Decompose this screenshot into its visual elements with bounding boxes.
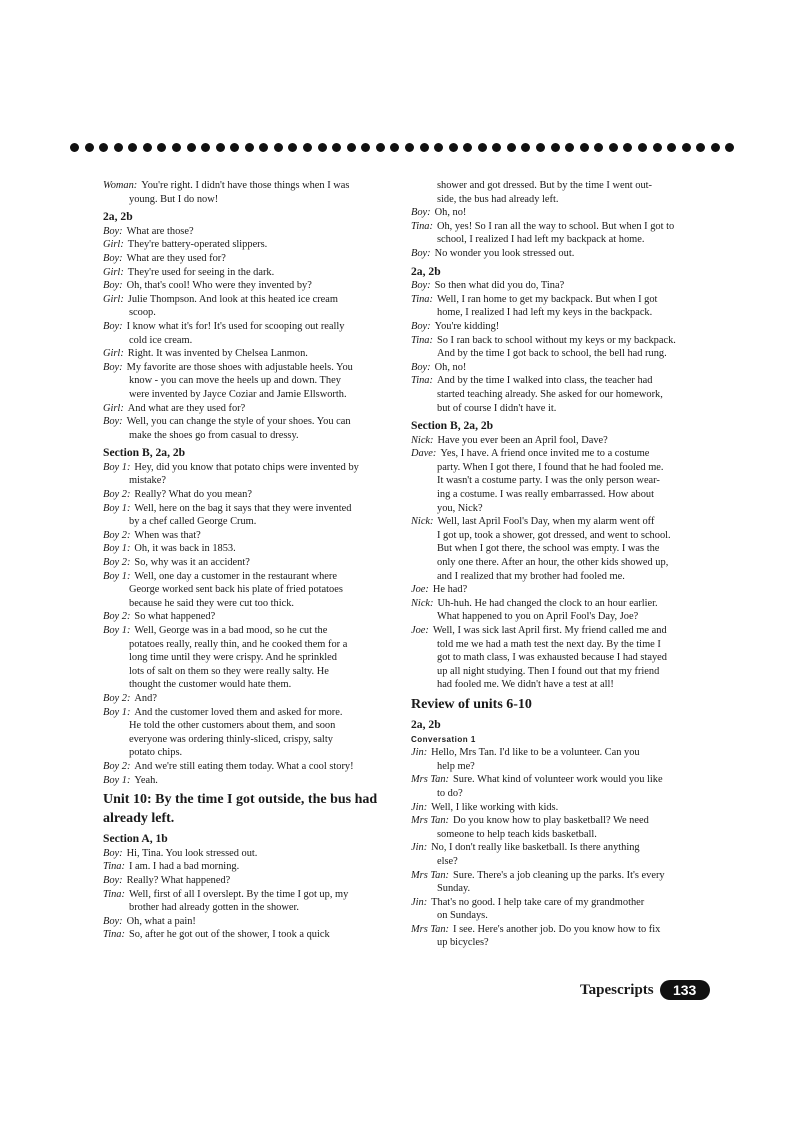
dialogue-line (103, 847, 400, 861)
right-column (411, 179, 711, 950)
dialogue-text: Well, you can change the style of your shoes. You can (126, 416, 351, 428)
dialogue-line (411, 746, 711, 760)
rule-dot (420, 143, 429, 152)
dialogue-continuation: He told the other customers about them, and soon (129, 720, 336, 732)
dialogue-text: Sure. What kind of volunteer work would you like (453, 774, 663, 786)
dialogue-text: They're battery-operated slippers. (127, 239, 268, 251)
dialogue-text: Really? What happened? (126, 874, 231, 886)
speaker-label: Tina: (103, 888, 125, 900)
dialogue-text: So what happened? (134, 611, 216, 623)
conversation-label: Conversation 1 (411, 734, 476, 744)
speaker-label: Mrs Tan: (411, 774, 450, 786)
dialogue-text: Well, I was sick last April first. My friend called me and (432, 625, 667, 636)
dialogue-line (411, 583, 711, 597)
dialogue-line (411, 773, 711, 787)
dialogue-line (411, 624, 711, 638)
rule-dot (667, 143, 676, 152)
speaker-label: Tina: (411, 334, 433, 346)
speaker-label: Boy: (411, 280, 431, 292)
rule-dot (638, 143, 647, 152)
speaker-label: Boy 2: (103, 692, 131, 704)
speaker-label: Mrs Tan: (411, 869, 450, 881)
speaker-label: Boy 2: (103, 529, 131, 541)
dialogue-continuation: ing a costume. I was really embarrassed. How about (437, 489, 654, 501)
rule-dot (216, 143, 225, 152)
rule-dot (376, 143, 385, 152)
dialogue-text: They're used for seeing in the dark. (127, 266, 275, 278)
dialogue-line (103, 415, 400, 429)
speaker-label: Boy: (103, 847, 123, 859)
dialogue-continuation: up all night studying. Then I found out that my friend (437, 665, 660, 677)
dialogue-line (103, 624, 400, 638)
rule-dot (390, 143, 399, 152)
dialogue-continuation: to do? (437, 787, 463, 799)
dialogue-continuation: everyone was ordering thinly-sliced, crispy, salty (129, 733, 333, 745)
speaker-label: Boy: (103, 915, 123, 927)
speaker-label: Boy: (103, 416, 123, 428)
dialogue-line (103, 347, 400, 361)
rule-dot (405, 143, 414, 152)
dialogue-text: Have you ever been an April fool, Dave? (437, 434, 608, 446)
dialogue-continuation: else? (437, 855, 458, 867)
dialogue-line (411, 247, 711, 261)
dialogue-block (411, 434, 711, 692)
review-heading: Review of units 6-10 (411, 696, 532, 712)
rule-dot (463, 143, 472, 152)
rule-dot (449, 143, 458, 152)
dialogue-continuation: I got up, took a shower, got dressed, and went to school. (437, 529, 671, 541)
dialogue-continuation: make the shoes go from casual to dressy. (129, 429, 299, 441)
dialogue-line (103, 928, 400, 942)
speaker-label: Woman: (103, 180, 138, 191)
rule-dot (274, 143, 283, 152)
rule-dot (245, 143, 254, 152)
dialogue-continuation: school, I realized I had left my backpack at home. (437, 234, 645, 246)
dialogue-text: What are those? (126, 225, 194, 237)
dialogue-line (103, 293, 400, 307)
dialogue-text: And by the time I walked into class, the teacher had (436, 375, 653, 387)
dialogue-continuation: by a chef called George Crum. (129, 516, 257, 528)
speaker-label: Jin: (411, 842, 428, 854)
speaker-label: Mrs Tan: (411, 923, 450, 935)
dialogue-text: You're kidding! (434, 320, 500, 332)
dialogue-continuation: shower and got dressed. But by the time I went out- (437, 180, 652, 191)
speaker-label: Boy 1: (103, 706, 131, 718)
dialogue-continuation: And by the time I got back to school, the bell had rung. (437, 348, 667, 360)
speaker-label: Joe: (411, 584, 429, 596)
dialogue-text: Oh, yes! So I ran all the way to school. But when I got to (436, 220, 675, 232)
dialogue-continuation: up bicycles? (437, 937, 489, 949)
dialogue-text: Oh, what a pain! (126, 915, 196, 927)
dialogue-line (103, 488, 400, 502)
rule-dot (201, 143, 210, 152)
dialogue-continuation: started teaching already. She asked for our homework, (437, 388, 663, 400)
dialogue-continuation: lots of salt on them so they were really salty. He (129, 665, 329, 677)
dialogue-text: So then what did you do, Tina? (434, 280, 565, 292)
dialogue-continuation: potato chips. (129, 747, 183, 759)
dialogue-line (103, 692, 400, 706)
dialogue-line (411, 597, 711, 611)
dialogue-line (411, 515, 711, 529)
dialogue-text: And we're still eating them today. What a cool story! (134, 760, 354, 772)
left-column (103, 179, 400, 942)
dialogue-block (103, 179, 400, 206)
dialogue-line (103, 610, 400, 624)
speaker-label: Boy 1: (103, 625, 131, 636)
rule-dot (594, 143, 603, 152)
dialogue-line (103, 225, 400, 239)
speaker-label: Nick: (411, 516, 434, 528)
dialogue-continuation: George worked sent back his plate of fried potatoes (129, 584, 343, 596)
dialogue-text: Hello, Mrs Tan. I'd like to be a volunteer. Can you (431, 747, 640, 759)
dialogue-line (411, 361, 711, 375)
dialogue-line (103, 361, 400, 375)
speaker-label: Boy: (103, 280, 123, 292)
rule-dot (128, 143, 137, 152)
dotted-rule (70, 140, 735, 154)
rule-dot (259, 143, 268, 152)
dialogue-text: I am. I had a bad morning. (128, 861, 240, 873)
dialogue-line (411, 896, 711, 910)
dialogue-line (103, 179, 400, 193)
dialogue-text: Hey, did you know that potato chips were invented by (134, 461, 359, 473)
dialogue-line (103, 502, 400, 516)
rule-dot (507, 143, 516, 152)
dialogue-text: I see. Here's another job. Do you know how to fix (453, 923, 661, 935)
speaker-label: Boy 2: (103, 760, 131, 772)
dialogue-text: Well, I ran home to get my backpack. But when I got (436, 293, 658, 305)
speaker-label: Boy 1: (103, 543, 131, 555)
rule-dot (580, 143, 589, 152)
speaker-label: Boy: (411, 207, 431, 219)
dialogue-continuation: scoop. (129, 307, 156, 319)
dialogue-line (411, 374, 711, 388)
dialogue-text: Oh, it was back in 1853. (134, 543, 236, 555)
dialogue-line (103, 266, 400, 280)
dialogue-line (103, 760, 400, 774)
dialogue-continuation: were invented by Jayce Coziar and Jamie Ellsworth. (129, 388, 347, 400)
dialogue-line (411, 293, 711, 307)
speaker-label: Girl: (103, 348, 124, 360)
speaker-label: Nick: (411, 434, 434, 446)
speaker-label: Boy 1: (103, 774, 131, 786)
speaker-label: Tina: (411, 220, 433, 232)
dialogue-text: Really? What do you mean? (134, 489, 252, 501)
rule-dot (536, 143, 545, 152)
rule-dot (609, 143, 618, 152)
dialogue-line (411, 434, 711, 448)
speaker-label: Jin: (411, 747, 428, 759)
dialogue-continuation: on Sundays. (437, 910, 488, 922)
dialogue-block (411, 279, 711, 415)
dialogue-line (103, 542, 400, 556)
dialogue-line (103, 402, 400, 416)
rule-dot (361, 143, 370, 152)
speaker-label: Joe: (411, 625, 429, 636)
dialogue-continuation: What happened to you on April Fool's Day, Joe? (437, 611, 639, 623)
speaker-label: Mrs Tan: (411, 815, 450, 827)
dialogue-line (103, 706, 400, 720)
speaker-label: Boy 2: (103, 489, 131, 501)
speaker-label: Boy: (103, 225, 123, 237)
dialogue-continuation: only one there. After an hour, the other kids showed up, (437, 557, 669, 569)
dialogue-text: Oh, that's cool! Who were they invented by? (126, 280, 312, 292)
dialogue-line (411, 814, 711, 828)
dialogue-text: Right. It was invented by Chelsea Lanmon. (127, 348, 308, 360)
dialogue-text: That's no good. I help take care of my grandmother (431, 896, 645, 908)
dialogue-line (103, 529, 400, 543)
dialogue-continuation: cold ice cream. (129, 334, 193, 346)
rule-dot (565, 143, 574, 152)
speaker-label: Boy 1: (103, 570, 131, 582)
dialogue-block (411, 746, 711, 950)
dialogue-continuation: thought the customer would hate them. (129, 679, 292, 691)
speaker-label: Boy: (411, 361, 431, 373)
dialogue-text: Do you know how to play basketball? We need (453, 815, 649, 827)
rule-dot (143, 143, 152, 152)
dialogue-text: Well, here on the bag it says that they were invented (134, 502, 352, 514)
dialogue-line (103, 320, 400, 334)
dialogue-line (103, 888, 400, 902)
section-heading: Section B, 2a, 2b (103, 446, 186, 460)
speaker-label: Tina: (103, 929, 125, 941)
rule-dot (288, 143, 297, 152)
rule-dot (492, 143, 501, 152)
dialogue-text: Sure. There's a job cleaning up the parks. It's every (453, 869, 665, 881)
dialogue-continuation: home, I realized I had left my keys in the backpack. (437, 307, 653, 319)
dialogue-continuation: mistake? (129, 475, 166, 487)
dialogue-text: Uh-huh. He had changed the clock to an hour earlier. (437, 597, 658, 609)
dialogue-text: Yeah. (134, 774, 158, 786)
dialogue-line (411, 447, 711, 461)
dialogue-text: Well, one day a customer in the restaurant where (134, 570, 337, 582)
speaker-label: Girl: (103, 266, 124, 278)
rule-dot (99, 143, 108, 152)
dialogue-text: Well, George was in a bad mood, so he cut the (134, 625, 328, 636)
dialogue-line (103, 252, 400, 266)
dialogue-continuation: someone to help teach kids basketball. (437, 828, 597, 840)
dialogue-text: Oh, no! (434, 361, 467, 373)
dialogue-line (103, 570, 400, 584)
dialogue-continuation: because he said they were cut too thick. (129, 597, 295, 609)
dialogue-text: You're right. I didn't have those things when I was (141, 180, 350, 191)
rule-dot (653, 143, 662, 152)
speaker-label: Boy: (103, 320, 123, 332)
rule-dot (434, 143, 443, 152)
dialogue-text: And the customer loved them and asked for more. (134, 706, 343, 718)
speaker-label: Jin: (411, 896, 428, 908)
speaker-label: Boy: (103, 874, 123, 886)
rule-dot (623, 143, 632, 152)
dialogue-block (103, 847, 400, 942)
page-number-badge: 133 (660, 980, 710, 1000)
dialogue-text: So, why was it an accident? (134, 557, 250, 569)
speaker-label: Tina: (103, 861, 125, 873)
dialogue-line (411, 869, 711, 883)
dialogue-line (411, 923, 711, 937)
speaker-label: Boy 2: (103, 611, 131, 623)
dialogue-line (103, 556, 400, 570)
speaker-label: Girl: (103, 239, 124, 251)
dialogue-block (103, 225, 400, 443)
dialogue-line (411, 320, 711, 334)
dialogue-continuation: and I realized that my brother had fooled me. (437, 570, 625, 582)
dialogue-continuation: long time until they were crispy. And he sprinkled (129, 652, 337, 664)
rule-dot (521, 143, 530, 152)
dialogue-block (411, 179, 711, 261)
dialogue-continuation: potatoes really, really thin, and he cooked them for a (129, 638, 348, 650)
rule-dot (85, 143, 94, 152)
speaker-label: Boy: (411, 320, 431, 332)
rule-dot (332, 143, 341, 152)
speaker-label: Tina: (411, 375, 433, 387)
dialogue-text: Oh, no! (434, 207, 467, 219)
dialogue-block (103, 461, 400, 787)
dialogue-continuation: got to math class, I was exhausted because I had stayed (437, 652, 667, 664)
dialogue-text: Hi, Tina. You look stressed out. (126, 847, 258, 859)
dialogue-continuation: you, Nick? (437, 502, 483, 514)
section-heading: Section B, 2a, 2b (411, 419, 494, 433)
dialogue-text: I know what it's for! It's used for scooping out really (126, 320, 345, 332)
section-heading: 2a, 2b (411, 264, 441, 278)
rule-dot (682, 143, 691, 152)
dialogue-continuation: It wasn't a costume party. I was the only person wear- (437, 475, 660, 487)
dialogue-continuation: know - you can move the heels up and down. They (129, 375, 341, 387)
dialogue-line (411, 841, 711, 855)
rule-dot (230, 143, 239, 152)
rule-dot (725, 143, 734, 152)
dialogue-continuation: help me? (437, 760, 475, 772)
speaker-label: Boy 1: (103, 502, 131, 514)
dialogue-continuation: Sunday. (437, 883, 471, 895)
dialogue-text: Well, first of all I overslept. By the time I got up, my (128, 888, 349, 900)
speaker-label: Tina: (411, 293, 433, 305)
unit-heading: Unit 10: By the time I got outside, the bus had already left. (103, 792, 378, 827)
section-heading: Section A, 1b (103, 832, 168, 846)
dialogue-continuation: But when I got there, the school was empty. I was the (437, 543, 660, 555)
speaker-label: Boy: (103, 252, 123, 264)
rule-dot (551, 143, 560, 152)
rule-dot (157, 143, 166, 152)
rule-dot (187, 143, 196, 152)
dialogue-text: Well, I like working with kids. (431, 801, 559, 813)
speaker-label: Girl: (103, 402, 124, 414)
dialogue-line (103, 461, 400, 475)
speaker-label: Boy: (103, 361, 123, 373)
speaker-label: Dave: (411, 448, 437, 460)
dialogue-continuation: party. When I got there, I found that he had fooled me. (437, 461, 664, 473)
dialogue-continuation: brother had already gotten in the shower. (129, 902, 299, 914)
dialogue-text: So I ran back to school without my keys or my backpack. (436, 334, 676, 346)
page-footer (580, 980, 710, 1000)
dialogue-line (411, 206, 711, 220)
dialogue-text: What are they used for? (126, 252, 226, 264)
rule-dot (347, 143, 356, 152)
rule-dot (114, 143, 123, 152)
speaker-label: Boy: (411, 247, 431, 259)
dialogue-text: Yes, I have. A friend once invited me to a costume (440, 448, 650, 460)
dialogue-line (411, 220, 711, 234)
dialogue-text: So, after he got out of the shower, I took a quick (128, 929, 330, 941)
rule-dot (70, 143, 79, 152)
rule-dot (478, 143, 487, 152)
dialogue-text: Julie Thompson. And look at this heated ice cream (127, 293, 338, 305)
dialogue-continuation: young. But I do now! (129, 193, 219, 205)
section-heading: 2a, 2b (103, 210, 133, 224)
dialogue-text: Well, last April Fool's Day, when my alarm went off (437, 516, 655, 528)
rule-dot (303, 143, 312, 152)
dialogue-continuation: had fooled me. We didn't have a test at all! (437, 679, 614, 691)
speaker-label: Jin: (411, 801, 428, 813)
dialogue-text: He had? (432, 584, 468, 596)
dialogue-text: No wonder you look stressed out. (434, 247, 575, 259)
dialogue-text: No, I don't really like basketball. Is there anything (431, 842, 640, 854)
dialogue-continuation: but of course I didn't have it. (437, 402, 557, 414)
speaker-label: Girl: (103, 293, 124, 305)
dialogue-text: And? (134, 692, 157, 704)
rule-dot (696, 143, 705, 152)
section-heading: 2a, 2b (411, 717, 441, 731)
rule-dot (172, 143, 181, 152)
speaker-label: Boy 1: (103, 461, 131, 473)
dialogue-text: When was that? (134, 529, 201, 541)
dialogue-text: And what are they used for? (127, 402, 246, 414)
speaker-label: Nick: (411, 597, 434, 609)
dialogue-line (103, 874, 400, 888)
dialogue-line (103, 279, 400, 293)
dialogue-line (103, 238, 400, 252)
rule-dot (318, 143, 327, 152)
dialogue-line (103, 860, 400, 874)
dialogue-continuation: told me we had a math test the next day. By the time I (437, 638, 661, 650)
dialogue-text: My favorite are those shoes with adjustable heels. You (126, 361, 353, 373)
dialogue-line (103, 774, 400, 788)
footer-label: Tapescripts (580, 981, 654, 998)
dialogue-continuation: side, the bus had already left. (437, 193, 559, 205)
rule-dot (711, 143, 720, 152)
dialogue-line (103, 915, 400, 929)
speaker-label: Boy 2: (103, 557, 131, 569)
dialogue-line (411, 279, 711, 293)
dialogue-line (411, 334, 711, 348)
dialogue-line (411, 801, 711, 815)
